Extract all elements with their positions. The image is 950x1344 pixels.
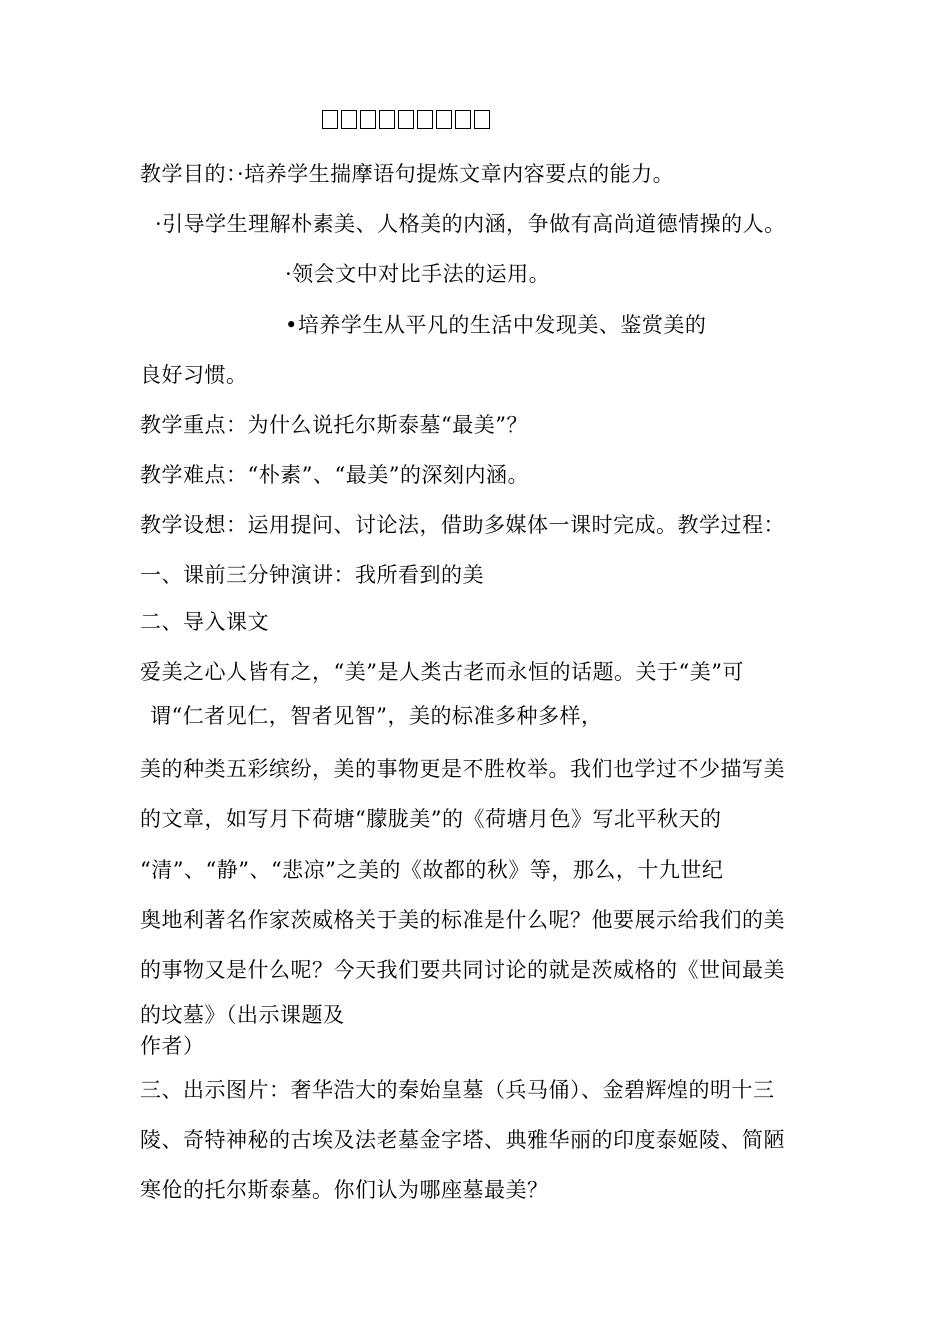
body-paragraph-line: 的文章，如写月下荷塘“朦胧美”的《荷塘月色》写北平秋天的 bbox=[140, 807, 722, 831]
missing-glyph-box bbox=[474, 110, 490, 129]
body-paragraph-line: 的坟墓》（出示课题及 bbox=[140, 1003, 345, 1027]
teaching-difficulty-line: 教学难点：“朴素”、“最美”的深刻内涵。 bbox=[140, 463, 529, 487]
missing-glyph-box bbox=[360, 110, 376, 129]
body-paragraph-line: 美的种类五彩缤纷，美的事物更是不胜枚举。我们也学过不少描写美 bbox=[140, 757, 785, 781]
teaching-objectives-line: ·领会文中对比手法的运用。 bbox=[285, 262, 551, 286]
body-paragraph-line: 爱美之心人皆有之，“美”是人类古老而永恒的话题。关于“美”可 bbox=[140, 660, 744, 684]
missing-glyph-box bbox=[417, 110, 433, 129]
teaching-plan-line: 教学设想：运用提问、讨论法，借助多媒体一课时完成。教学过程： bbox=[140, 513, 785, 537]
section-three-line: 三、出示图片：奢华浩大的秦始皇墓（兵马俑）、金碧辉煌的明十三 bbox=[140, 1078, 775, 1102]
missing-glyph-box bbox=[455, 110, 471, 129]
body-paragraph-line: 奥地利著名作家茨威格关于美的标准是什么呢？他要展示给我们的美 bbox=[140, 908, 785, 932]
missing-glyph-box bbox=[398, 110, 414, 129]
teaching-objectives-line: ·引导学生理解朴素美、人格美的内涵，争做有高尚道德情操的人。 bbox=[155, 212, 786, 236]
section-heading: 一、课前三分钟演讲：我所看到的美 bbox=[140, 563, 484, 587]
body-paragraph-line: “清”、“静”、“悲凉”之美的《故都的秋》等，那么，十九世纪 bbox=[140, 858, 724, 882]
section-three-line: 陵、奇特神秘的古埃及法老墓金字塔、典雅华丽的印度泰姬陵、简陋 bbox=[140, 1128, 785, 1152]
document-title-missing-glyphs bbox=[322, 110, 490, 129]
section-heading: 二、导入课文 bbox=[140, 610, 269, 634]
missing-glyph-box bbox=[322, 110, 338, 129]
teaching-objectives-line: •培养学生从平凡的生活中发现美、鉴赏美的 bbox=[285, 313, 707, 337]
body-paragraph-line: 谓“仁者见仁，智者见智”，美的标准多种多样， bbox=[150, 704, 603, 728]
body-paragraph-line: 的事物又是什么呢？今天我们要共同讨论的就是茨威格的《世间最美 bbox=[140, 958, 785, 982]
missing-glyph-box bbox=[341, 110, 357, 129]
missing-glyph-box bbox=[379, 110, 395, 129]
teaching-focus-line: 教学重点：为什么说托尔斯泰墓“最美”？ bbox=[140, 413, 528, 437]
teaching-objectives-line: 良好习惯。 bbox=[140, 363, 248, 387]
section-three-line: 寒伧的托尔斯泰墓。你们认为哪座墓最美？ bbox=[140, 1178, 549, 1202]
missing-glyph-box bbox=[436, 110, 452, 129]
teaching-objectives-line: 教学目的：·培养学生揣摩语句提炼文章内容要点的能力。 bbox=[140, 162, 675, 186]
body-paragraph-line: 作者） bbox=[140, 1034, 205, 1058]
